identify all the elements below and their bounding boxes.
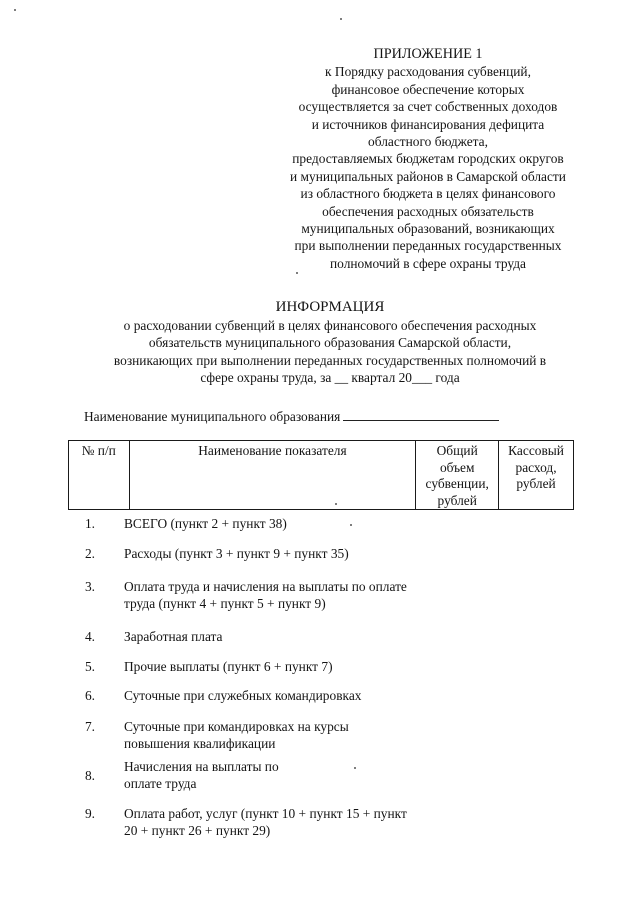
appendix-line: финансовое обеспечение которых xyxy=(331,81,525,97)
item-number: 4. xyxy=(84,629,96,644)
item-text: Расходы (пункт 3 + пункт 9 + пункт 35) xyxy=(124,546,349,561)
info-line: о расходовании субвенций в целях финансового обеспечения расходных xyxy=(123,318,537,333)
header-total: Общий объем субвенции, рублей xyxy=(416,441,499,510)
info-line: сфере охраны труда, за __ квартал 20___ года xyxy=(200,370,460,386)
item-text: Начисления на выплаты по оплате труда xyxy=(124,759,279,792)
municipality-field xyxy=(84,408,604,425)
appendix-line: и муниципальных районов в Самарской области xyxy=(290,168,566,184)
scan-speck xyxy=(14,9,16,11)
header-name: Наименование показателя xyxy=(129,441,416,510)
appendix-line: к Порядку расходования субвенций, xyxy=(325,64,531,80)
item-number: 3. xyxy=(84,579,96,594)
info-line: возникающих при выполнении переданных государственных полномочий в xyxy=(113,352,547,368)
info-title: ИНФОРМАЦИЯ xyxy=(275,299,385,315)
item-text: Суточные при служебных командировках xyxy=(124,688,362,703)
appendix-line: из областного бюджета в целях финансового xyxy=(300,186,556,202)
appendix-line: при выполнении переданных государственных xyxy=(294,238,562,254)
info-line: обязательств муниципального образования Самарской области, xyxy=(148,335,512,351)
item-number: 5. xyxy=(84,659,96,674)
header-num: № п/п xyxy=(69,441,130,510)
appendix-line: предоставляемых бюджетам городских округов xyxy=(292,151,564,167)
item-number: 6. xyxy=(84,688,96,703)
scan-speck xyxy=(340,18,342,20)
item-number: 8. xyxy=(84,768,96,783)
item-number: 1. xyxy=(84,516,96,531)
scan-speck xyxy=(350,524,352,526)
indicators-table-header xyxy=(68,440,574,510)
item-number: 9. xyxy=(84,806,96,821)
appendix-line: осуществляется за счет собственных доходов xyxy=(298,99,558,115)
appendix-line: муниципальных образований, возникающих xyxy=(301,221,555,237)
appendix-title: ПРИЛОЖЕНИЕ 1 xyxy=(373,46,483,62)
info-block xyxy=(70,298,590,387)
appendix-line: полномочий в сфере охраны труда xyxy=(330,255,526,271)
item-text: ВСЕГО (пункт 2 + пункт 38) xyxy=(124,516,287,531)
header-cash: Кассовый расход, рублей xyxy=(499,441,574,510)
item-text: Оплата труда и начисления на выплаты по оплате труда (пункт 4 + пункт 5 + пункт 9) xyxy=(124,579,407,612)
appendix-line: и источников финансирования дефицита xyxy=(311,116,545,132)
scan-speck xyxy=(335,503,337,505)
item-number: 7. xyxy=(84,719,96,734)
appendix-line: обеспечения расходных обязательств xyxy=(322,203,534,219)
municipality-blank-line xyxy=(343,408,499,421)
appendix-block xyxy=(258,46,598,272)
item-text: Оплата работ, услуг (пункт 10 + пункт 15 + пункт 20 + пункт 26 + пункт 29) xyxy=(124,806,407,839)
item-number: 2. xyxy=(84,546,96,561)
item-text: Заработная плата xyxy=(124,629,223,644)
scan-speck xyxy=(354,767,356,769)
item-text: Прочие выплаты (пункт 6 + пункт 7) xyxy=(124,659,333,674)
appendix-line: областного бюджета, xyxy=(368,134,488,150)
scan-speck xyxy=(296,272,298,274)
item-text: Суточные при командировках на курсы повышения квалификации xyxy=(124,719,349,752)
municipality-label: Наименование муниципального образования xyxy=(84,409,341,424)
